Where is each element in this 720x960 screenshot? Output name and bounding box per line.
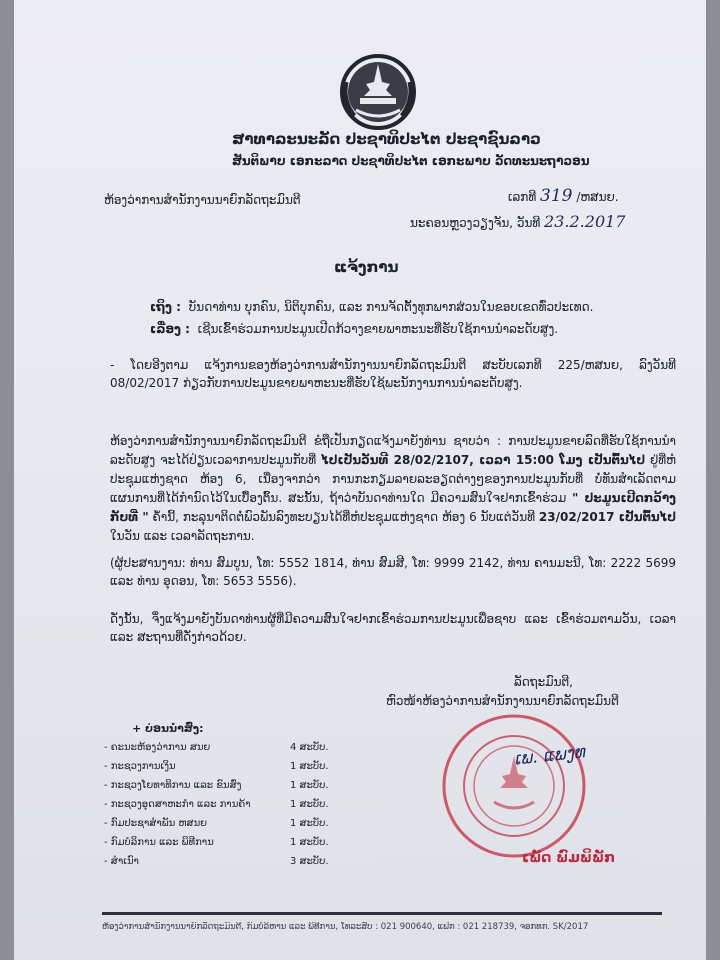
document-heading: ແຈ້ງການ — [334, 258, 399, 276]
distribution-recipient: - ສຳເນົາ — [104, 856, 139, 867]
recipient-text: ບັນດາທ່ານ ບຸກຄົນ, ນິຕິບຸກຄົນ, ແລະ ການຈັດຕັ້ງທຸກພາກສ່ວນໃນຂອບເຂດທົ່ວປະເທດ. — [188, 300, 594, 314]
national-motto: ສັນຕິພາບ ເອກະລາດ ປະຊາທິປະໄຕ ເອກະພາບ ວັດທະນະຖາວອນ — [232, 154, 590, 168]
handwritten-signature: ເພ. ແພງທ — [513, 742, 586, 770]
list-item — [104, 738, 344, 757]
lao-national-emblem — [332, 52, 424, 132]
distribution-recipient: - ກະຊວງການເງິນ — [104, 761, 176, 772]
new-auction-date: ໄປເປັນວັນທີ 28/02/2107, ເວລາ 15:00 ໂມງ ເປັນຕົ້ນໄປ — [321, 452, 646, 467]
date-handwritten: 23.2.2017 — [544, 212, 626, 231]
list-item — [104, 814, 344, 833]
distribution-recipient: - ກະຊວງອຸດສາຫະກຳ ແລະ ການຄ້າ — [104, 799, 251, 810]
issuing-office: ຫ້ອງວ່າການສຳນັກງານນາຍົກລັດຖະມົນຕີ — [104, 193, 301, 207]
distribution-recipient: - ກະຊວງໂຍທາທິການ ແລະ ຂົນສົ່ງ — [104, 780, 242, 791]
signatory-title: ລັດຖະມົນຕີ, — [514, 675, 573, 689]
distribution-qty: 3 ສະບັບ. — [290, 856, 329, 867]
reference-label: ເລກທີ — [508, 190, 537, 204]
list-item — [104, 757, 344, 776]
reference-number-handwritten: 319 — [540, 186, 573, 206]
registration-date: 23/02/2017 ເປັນຕົ້ນໄປ — [538, 509, 676, 524]
distribution-list — [104, 738, 344, 871]
list-item — [104, 776, 344, 795]
paragraph-main-text: ຫ້ອງວ່າການສຳນັກງານນາຍົກລັດຖະມົນຕີ ຂໍຖືເປັນກຽດແຈ້ງມາຍັງທ່ານ ຊາບວ່າ : ການປະມູນຂາຍລົດທີ່ຮັບໃຊ້ການນຳລະດັບສູງ ຈະໄດ້ປ່ຽນເວລາການປະມູນກັບທີ່ — [110, 434, 676, 467]
distribution-recipient: - ກົມບໍລິການ ແລະ ພິທີການ — [104, 837, 214, 848]
list-item — [104, 833, 344, 852]
distribution-qty: 1 ສະບັບ. — [290, 818, 329, 829]
paragraph-main-text: ຄໍ້ານີ້, ກະລຸນາຕິດຕໍ່ພົວພັນລົງທະບຽນໄດ້ທີ່ຫໍປະຊຸມແຫ່ງຊາດ ຫ້ອງ 6 ນັບແຕ່ວັນທີ — [148, 509, 539, 524]
official-seal-stamp — [440, 712, 588, 860]
distribution-qty: 1 ສະບັບ. — [290, 761, 329, 772]
signatory-name: ເພັດ ພົມພິພັກ — [522, 850, 616, 866]
document-page — [14, 0, 706, 960]
reference-number — [508, 186, 619, 206]
paragraph-reference: - ໂດຍອີງຕາມ ແຈ້ງການຂອງຫ້ອງວ່າການສຳນັກງານນາຍົກລັດຖະມົນຕີ ສະບັບເລກທີ 225/ຫສນຍ, ລົງວັນທີ 08/02/2017 ກ່ຽວກັບການປະມູນຂາຍພາຫະນະທີ່ຮັບໃຊ້ພະນັກງານການນຳລະດັບສູງ. — [110, 358, 676, 390]
subject-label: ເລື່ອງ : — [150, 322, 190, 336]
list-item — [104, 852, 344, 871]
paragraph-main-text: ໃນວັນ ແລະ ເວລາລັດຖະການ. — [110, 528, 255, 543]
country-name: ສາທາລະນະລັດ ປະຊາທິປະໄຕ ປະຊາຊົນລາວ — [232, 130, 541, 148]
subject-line — [150, 322, 558, 336]
distribution-recipient: - ຄະນະຫ້ອງວ່າການ ສນຍ — [104, 742, 211, 753]
reference-suffix: /ຫສນຍ. — [576, 190, 619, 204]
auction-name: " ປະມູນເປີດກວ້າງກັບທີ່ " — [110, 490, 676, 524]
recipient-line — [150, 300, 593, 314]
distribution-recipient: - ກົມປະຊາສຳພັນ ຫສນຍ — [104, 818, 208, 829]
place-and-date — [410, 212, 625, 231]
paragraph-contacts: (ຜູ້ປະສານງານ: ທ່ານ ສົມບູນ, ໂທ: 5552 1814, ທ່ານ ສົມສີ, ໂທ: 9999 2142, ທ່ານ ຄານມະນີ, ໂທ: 2222 5699 ແລະ ທ່ານ ອຸດອນ, ໂທ: 5653 5556). — [110, 556, 676, 588]
footer-address: ຫ້ອງວ່າການສຳນັກງານນາຍົກລັດຖະມົນຕີ, ກົມບໍລິຫານ ແລະ ພິທີການ, ໂທລະສັບ : 021 900640, ແຟັກ : 021 218739, ຈອກທກ. SK/2017 — [102, 922, 589, 932]
signatory-position: ຫົວໜ້າຫ້ອງວ່າການສຳນັກງານນາຍົກລັດຖະມົນຕີ — [386, 694, 619, 708]
paragraph-closing: ດັ່ງນັ້ນ, ຈຶ່ງແຈ້ງມາຍັງບັນດາທ່ານຜູ້ທີ່ມີຄວາມສົນໃຈຢາກເຂົ້າຮ່ວມການປະມູນເພື່ອຊາບ ແລະ ເຂົ້າຮ່ວມຕາມວັນ, ເວລາ ແລະ ສະຖານທີ່ດັ່ງກ່າວດ້ວຍ. — [110, 612, 676, 644]
recipient-label: ເຖິງ : — [150, 300, 181, 314]
footer-divider — [102, 912, 662, 915]
distribution-qty: 4 ສະບັບ. — [290, 742, 329, 753]
distribution-qty: 1 ສະບັບ. — [290, 799, 329, 810]
distribution-qty: 1 ສະບັບ. — [290, 780, 329, 791]
distribution-title: + ບ່ອນນຳສົ່ງ: — [132, 722, 204, 735]
subject-text: ເຊີນເຂົ້າຮ່ວມການປະມູນເປີດກ້ວາງຂາຍພາຫະນະທີ່ຮັບໃຊ້ການນຳລະດັບສູງ. — [197, 322, 559, 336]
paragraph-main-text: ຢູ່ທີ່ຫໍປະຊຸມແຫ່ງຊາດ ຫ້ອງ 6, ເນື່ອງຈາກວ່າ ການກະກຽມລາຍລະອຽດຕ່າງໆຂອງການປະມູນກັບທີ່ ບໍ່ທັນສຳເລັດຕາມແຜນການທີ່ໄດ້ກຳນົດໄວ້ໃນເບື້ອງຕົ້ນ. ສະນັ້ນ, ຖ້າວ່າບັນດາທ່ານໃດ ມີຄວາມສົນໃຈຢາກເຂົ້າຮ່ວມ — [110, 452, 676, 505]
paragraph-main — [110, 432, 676, 546]
distribution-qty: 1 ສະບັບ. — [290, 837, 329, 848]
list-item — [104, 795, 344, 814]
city-label: ນະຄອນຫຼວງວຽງຈັນ, ວັນທີ — [410, 216, 541, 230]
